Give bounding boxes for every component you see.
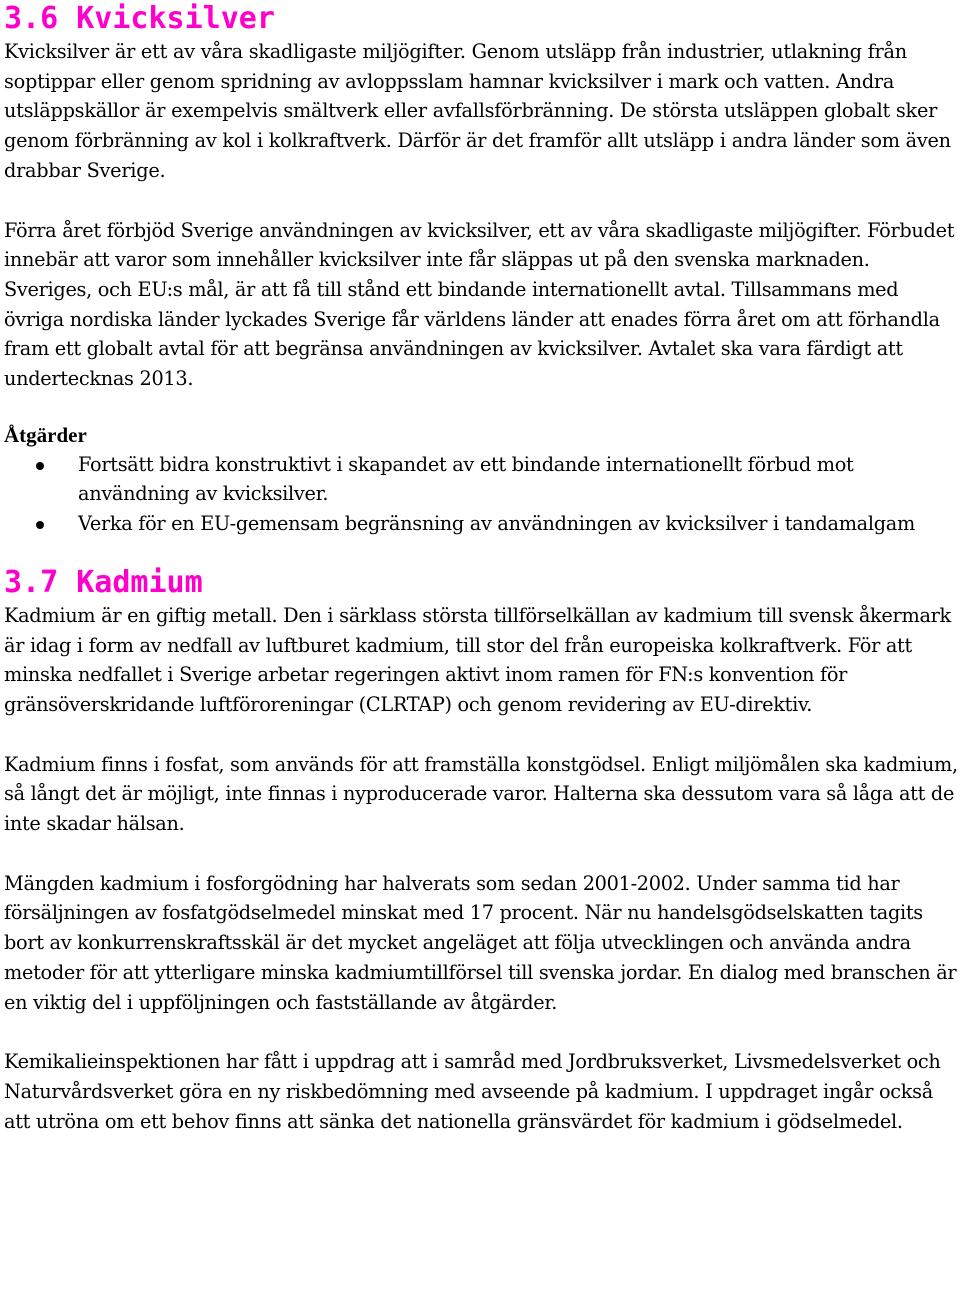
paragraph: Kadmium är en giftig metall. Den i särklass största tillförselkällan av kadmium till svensk åkermark är idag i form av nedfall av luftburet kadmium, till stor del från europeiska kolkraftverk. För att minska nedfallet i Sverige arbetar regeringen aktivt inom ramen för FN:s konvention för gränsöverskridande luftföroreningar (CLRTAP) och genom revidering av EU-direktiv. [4, 603, 951, 716]
section-heading: 3.7 Kadmium [4, 564, 203, 600]
list-item-text: Fortsätt bidra konstruktivt i skapandet av ett bindande internationellt förbud mot användning av kvicksilver. [78, 452, 854, 506]
paragraph: Kadmium finns i fosfat, som används för att framställa konstgödsel. Enligt miljömålen ska kadmium, så långt det är möjligt, inte finnas i nyproducerade varor. Halterna ska dessutom vara så låga att de inte skadar hälsan. [4, 752, 958, 836]
list-item [4, 509, 960, 539]
paragraph: Förra året förbjöd Sverige användningen av kvicksilver, ett av våra skadligaste miljögifter. Förbudet innebär att varor som innehåller kvicksilver inte får släppas ut på den svenska marknaden. Sveriges, och EU:s mål, är att få till stånd ett bindande internationellt avtal. Tillsammans med övriga nordiska länder lyckades Sverige får världens länder att enades förra året om att förhandla fram ett globalt avtal för att begränsa användningen av kvicksilver. Avtalet ska vara färdigt att undertecknas 2013. [4, 218, 955, 391]
action-list [4, 450, 960, 539]
list-item [4, 450, 960, 509]
paragraph: Kvicksilver är ett av våra skadligaste miljögifter. Genom utsläpp från industrier, utlakning från soptippar eller genom spridning av avloppsslam hamnar kvicksilver i mark och vatten. Andra utsläppskällor är exempelvis smältverk eller avfallsförbränning. De största utsläppen globalt sker genom förbränning av kol i kolkraftverk. Därför är det framför allt utsläpp i andra länder som även drabbar Sverige. [4, 40, 951, 182]
paragraph: Mängden kadmium i fosforgödning har halverats som sedan 2001-2002. Under samma tid har försäljningen av fosfatgödselmedel minskat med 17 procent. När nu handelsgödselskatten tagits bort av konkurrenskraftsskäl är det mycket angeläget att följa utvecklingen och använda andra metoder för att ytterligare minska kadmiumtillförsel till svenska jordar. En dialog med branschen är en viktig del i uppföljningen och fastställande av åtgärder. [4, 871, 957, 1014]
bullet-icon [36, 521, 44, 529]
section-heading: 3.6 Kvicksilver [4, 1, 275, 36]
paragraph: Kemikalieinspektionen har fått i uppdrag att i samråd med Jordbruksverket, Livsmedelsverket och Naturvårdsverket göra en ny riskbedömning med avseende på kadmium. I uppdraget ingår också att utröna om ett behov finns att sänka det nationella gränsvärdet för kadmium i gödselmedel. [4, 1050, 941, 1133]
bullet-icon [36, 462, 44, 470]
list-item-text: Verka för en EU-gemensam begränsning av användningen av kvicksilver i tandamalgam [78, 512, 915, 536]
subheading-atgarder: Åtgärder [4, 422, 87, 447]
section-kvicksilver [4, 0, 960, 539]
section-kadmium [4, 565, 960, 1137]
